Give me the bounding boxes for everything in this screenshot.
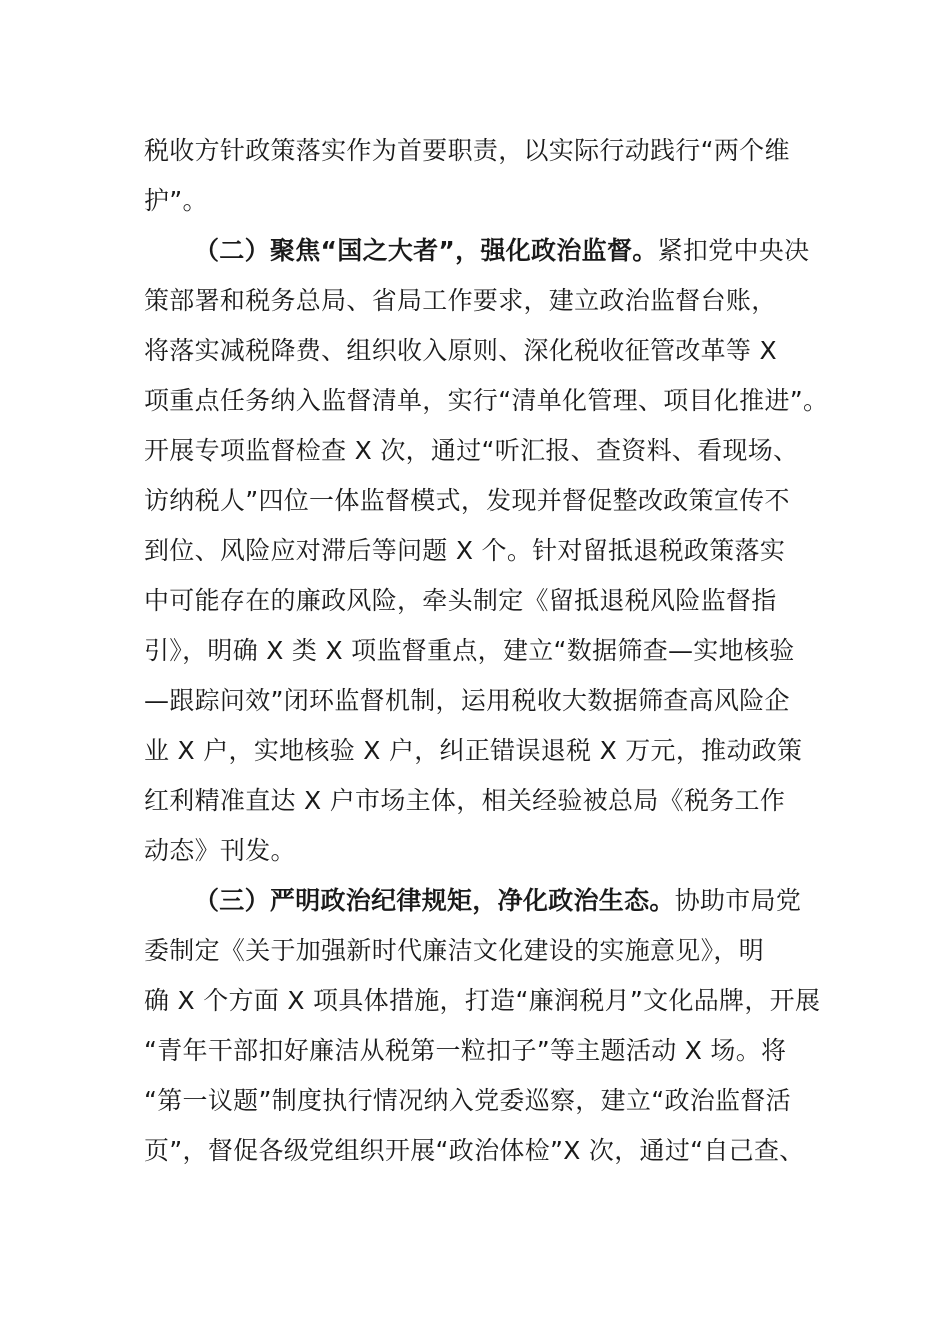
- text-line: “第一议题”制度执行情况纳入党委巡察，建立“政治监督活: [144, 1086, 791, 1115]
- text-line: 业 X 户，实地核验 X 户，纠正错误退税 X 万元，推动政策: [144, 736, 803, 765]
- text-line: 策部署和税务总局、省局工作要求，建立政治监督台账，: [144, 286, 777, 315]
- text-line: 项重点任务纳入监督清单，实行“清单化管理、项目化推进”。: [144, 386, 829, 415]
- text-line: —跟踪问效”闭环监督机制，运用税收大数据筛查高风险企: [144, 686, 790, 715]
- paragraph-first-line: [144, 226, 824, 276]
- text-line: 访纳税人”四位一体监督模式，发现并督促整改政策宣传不: [144, 486, 790, 515]
- text-run: 协助市局党: [674, 886, 802, 915]
- text-line: 中可能存在的廉政风险，牵头制定《留抵退税风险监督指: [144, 586, 777, 615]
- text-line: 到位、风险应对滞后等问题 X 个。针对留抵退税政策落实: [144, 536, 786, 565]
- section-heading: （三）严明政治纪律规矩，净化政治生态。: [194, 886, 675, 915]
- text-line: 开展专项监督检查 X 次，通过“听汇报、查资料、看现场、: [144, 436, 799, 465]
- text-line: “青年干部扣好廉洁从税第一粒扣子”等主题活动 X 场。将: [144, 1036, 787, 1065]
- text-line: 将落实减税降费、组织收入原则、深化税收征管改革等 X: [144, 336, 777, 365]
- text-line: 委制定《关于加强新时代廉洁文化建设的实施意见》，明: [144, 936, 765, 965]
- text-run: 紧扣党中央决: [657, 236, 810, 265]
- section-heading: （二）聚焦“国之大者”，强化政治监督。: [194, 236, 658, 265]
- document-body: [144, 126, 829, 1176]
- text-line: 页”，督促各级党组织开展“政治体检”X 次，通过“自己查、: [144, 1136, 805, 1165]
- text-line: 税收方针政策落实作为首要职责，以实际行动践行“两个维: [144, 136, 790, 165]
- paragraph-1: [144, 126, 824, 226]
- paragraph-first-line: [144, 876, 824, 926]
- text-line: 引》，明确 X 类 X 项监督重点，建立“数据筛查—实地核验: [144, 636, 795, 665]
- text-line: 动态》刊发。: [144, 836, 296, 865]
- paragraph-2: [144, 226, 829, 876]
- text-line: 护”。: [144, 186, 208, 215]
- text-line: 确 X 个方面 X 项具体措施，打造“廉润税月”文化品牌，开展: [144, 986, 821, 1015]
- text-line: 红利精准直达 X 户市场主体，相关经验被总局《税务工作: [144, 786, 786, 815]
- paragraph-3: [144, 876, 824, 1176]
